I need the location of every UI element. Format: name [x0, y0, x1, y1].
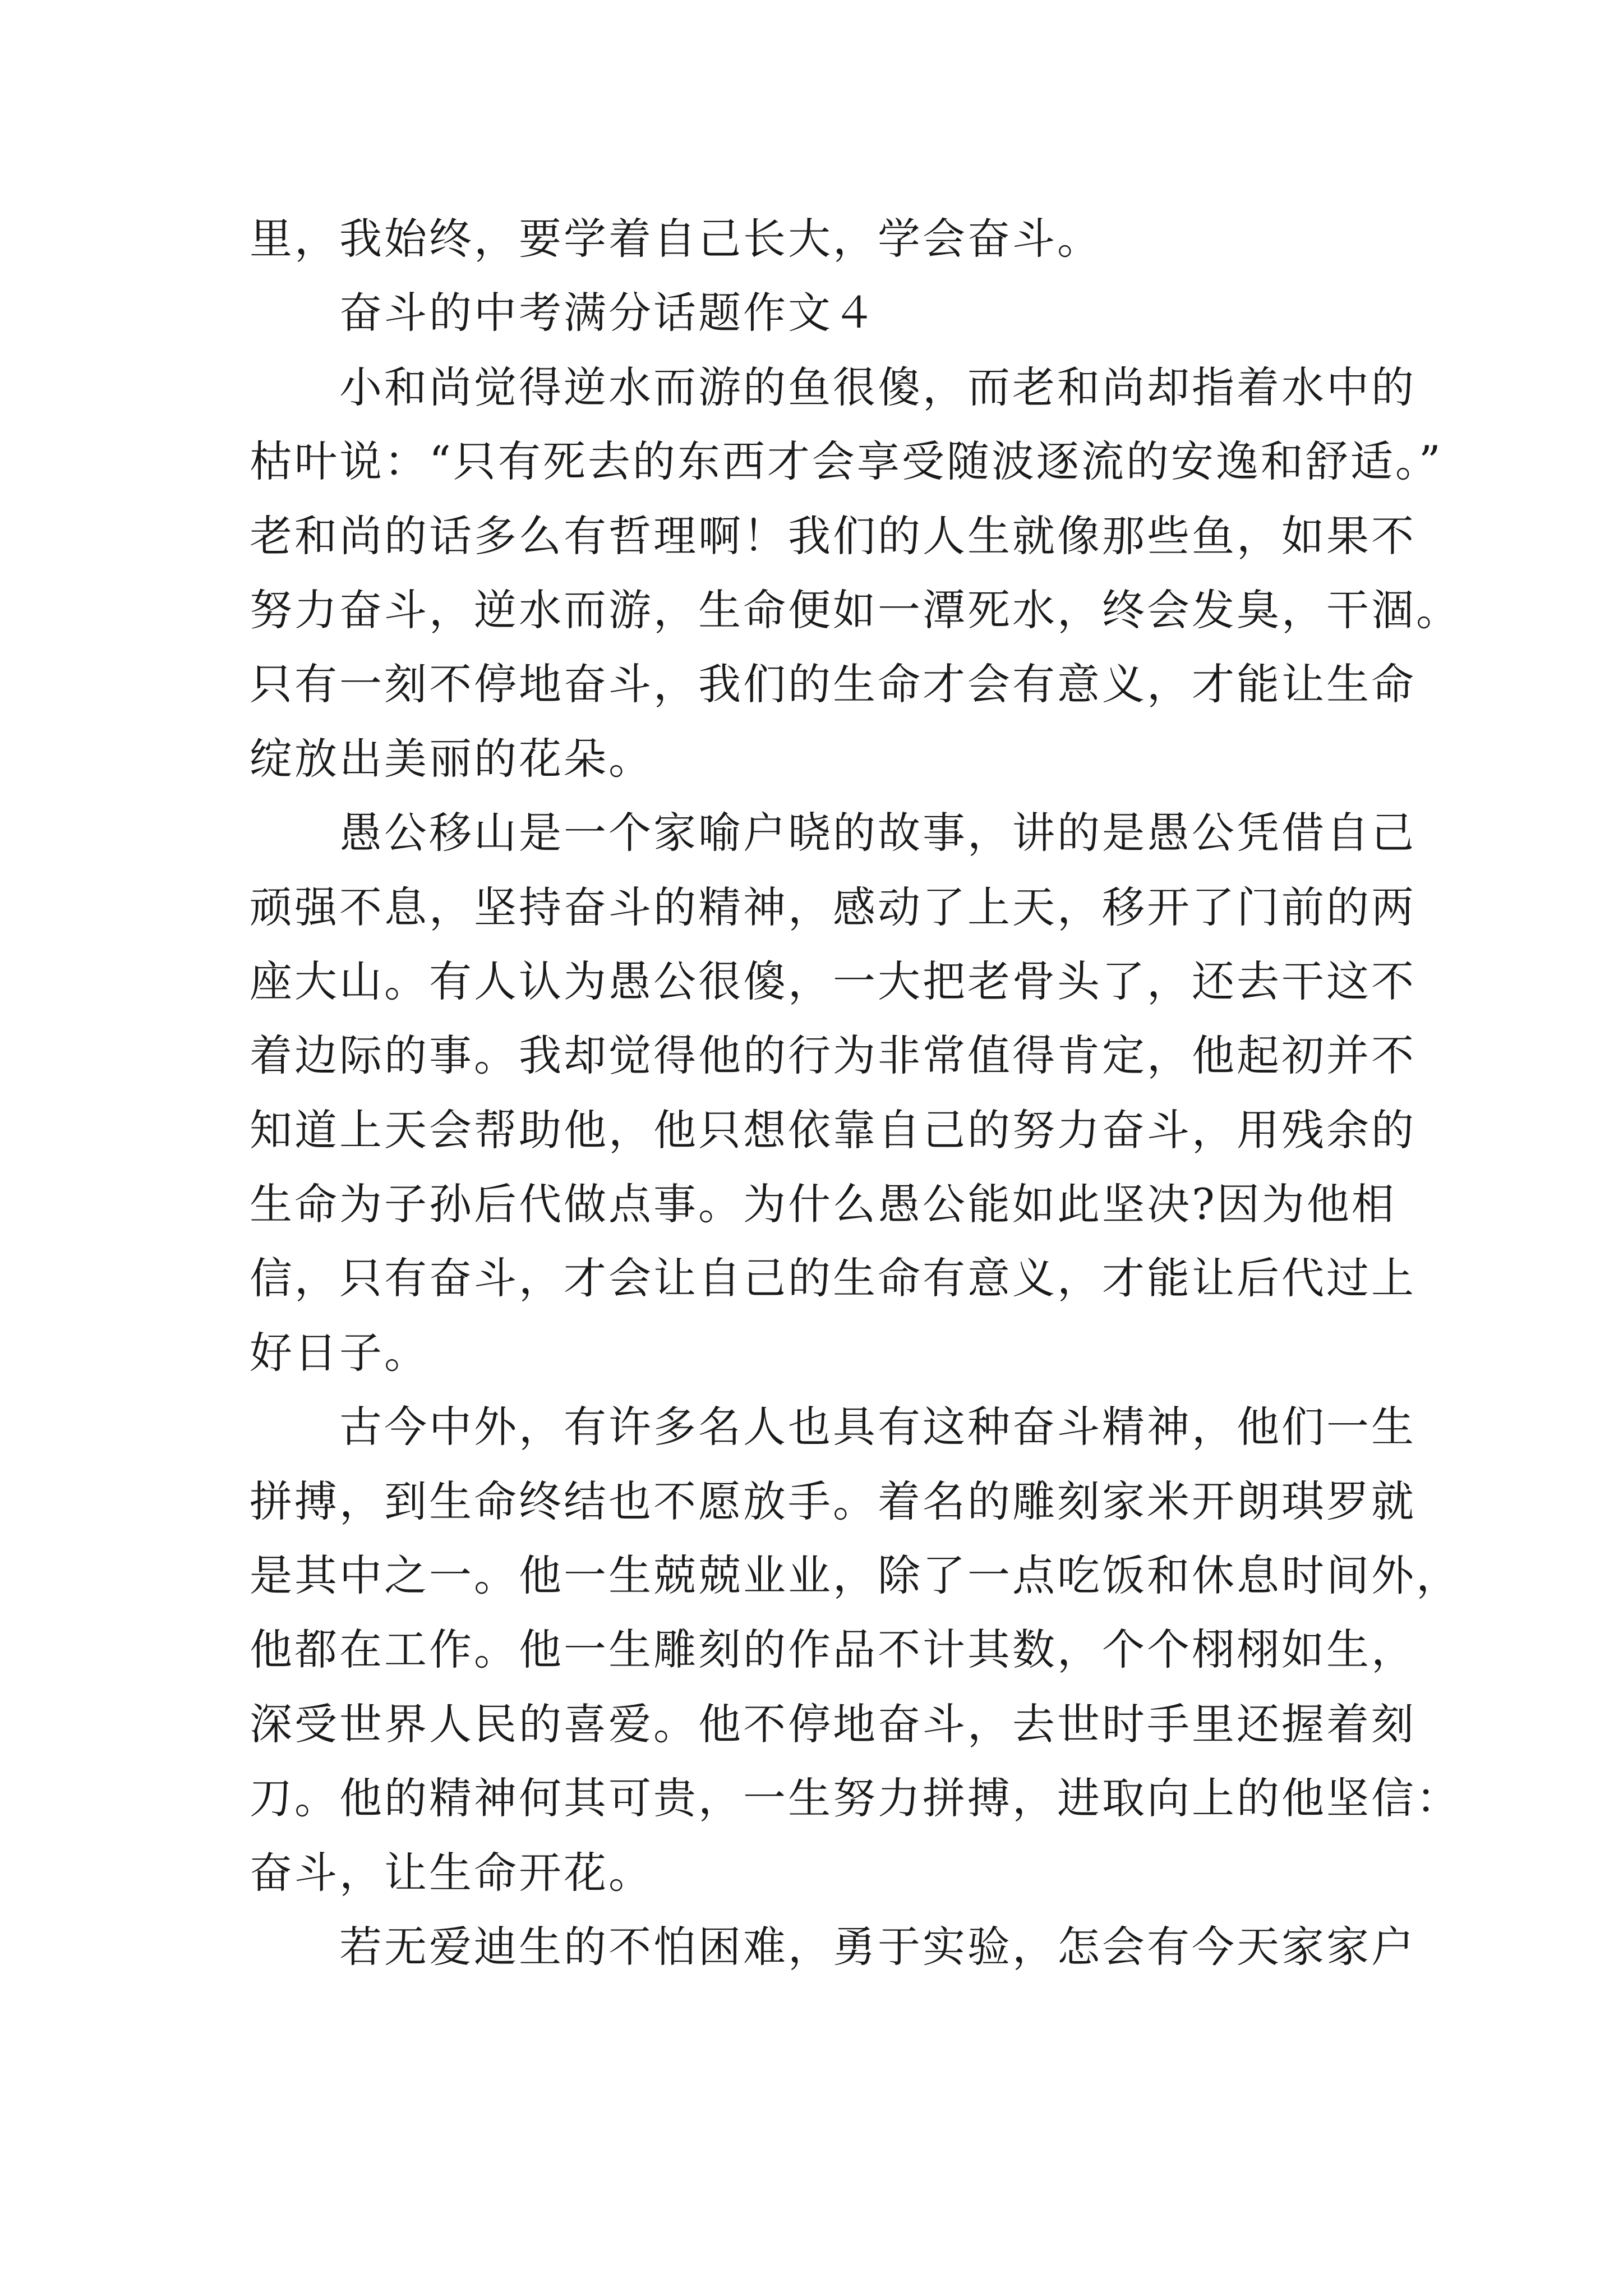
text-line: 奋斗的中考满分话题作文４	[339, 288, 878, 338]
text-line: 愚公移山是一个家喻户晓的故事，讲的是愚公凭借自己	[339, 808, 1416, 858]
text-line: 好日子。	[250, 1327, 429, 1378]
text-line: 绽放出美丽的花朵。	[250, 733, 653, 784]
text-line: 生命为子孙后代做点事。为什么愚公能如此坚决?因为他相	[250, 1179, 1396, 1230]
text-line: 着边际的事。我却觉得他的行为非常值得肯定，他起初并不	[250, 1030, 1416, 1081]
text-line: 深受世界人民的喜爱。他不停地奋斗，去世时手里还握着刻	[250, 1699, 1416, 1749]
text-line: 座大山。有人认为愚公很傻，一大把老骨头了，还去干这不	[250, 956, 1416, 1006]
text-line: 他都在工作。他一生雕刻的作品不计其数，个个栩栩如生，	[250, 1625, 1416, 1675]
text-line: 信，只有奋斗，才会让自己的生命有意义，才能让后代过上	[250, 1253, 1416, 1304]
essay-body	[250, 202, 1461, 1984]
text-line: 拼搏，到生命终结也不愿放手。着名的雕刻家米开朗琪罗就	[250, 1476, 1416, 1526]
text-line: 只有一刻不停地奋斗，我们的生命才会有意义，才能让生命	[250, 659, 1416, 710]
text-line: 里，我始终，要学着自己长大，学会奋斗。	[250, 214, 1102, 264]
text-line: 小和尚觉得逆水而游的鱼很傻，而老和尚却指着水中的	[339, 362, 1416, 412]
text-line: 枯叶说：“只有死去的东西才会享受随波逐流的安逸和舒适。”	[250, 436, 1443, 487]
text-line: 顽强不息，坚持奋斗的精神，感动了上天，移开了门前的两	[250, 882, 1416, 932]
text-line: 奋斗，让生命开花。	[250, 1847, 653, 1898]
text-line: 老和尚的话多么有哲理啊！我们的人生就像那些鱼，如果不	[250, 510, 1416, 561]
text-line: 是其中之一。他一生兢兢业业，除了一点吃饭和休息时间外，	[250, 1550, 1461, 1601]
text-line: 知道上天会帮助他，他只想依靠自己的努力奋斗，用残余的	[250, 1105, 1416, 1155]
text-line: 刀。他的精神何其可贵，一生努力拼搏，进取向上的他坚信：	[250, 1773, 1461, 1824]
text-line: 努力奋斗，逆水而游，生命便如一潭死水，终会发臭，干涸。	[250, 585, 1461, 635]
text-line: 若无爱迪生的不怕困难，勇于实验，怎会有今天家家户	[339, 1921, 1416, 1972]
text-line: 古今中外，有许多名人也具有这种奋斗精神，他们一生	[339, 1402, 1416, 1452]
